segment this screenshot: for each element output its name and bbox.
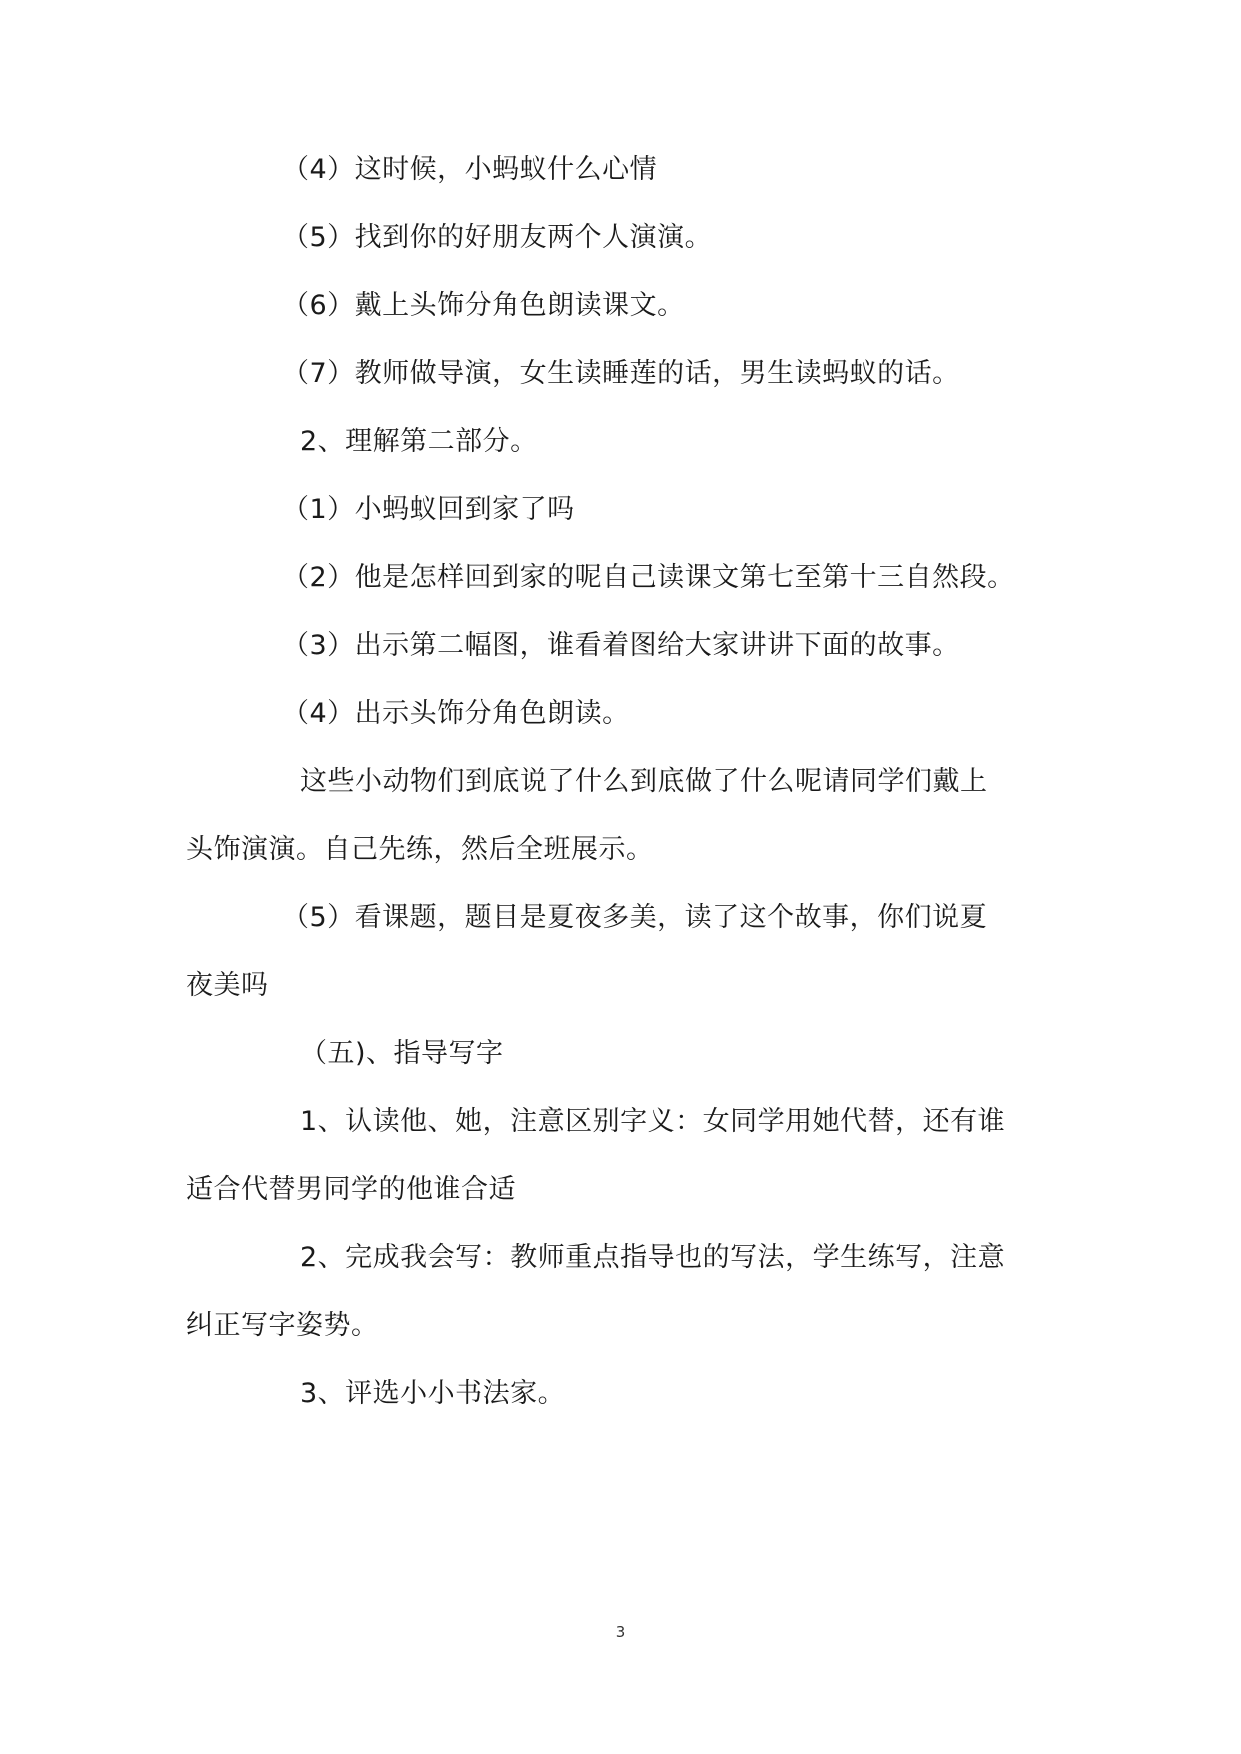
text-line: 夜美吗: [186, 970, 269, 1001]
text-line: 3、评选小小书法家。: [300, 1378, 566, 1409]
text-line: （5）找到你的好朋友两个人演演。: [282, 222, 713, 253]
text-line: 这些小动物们到底说了什么到底做了什么呢请同学们戴上: [300, 766, 988, 797]
text-line: （7）教师做导演，女生读睡莲的话，男生读蚂蚁的话。: [282, 358, 960, 389]
page-number: 3: [615, 1623, 626, 1641]
section-heading: 2、理解第二部分。: [300, 426, 538, 457]
text-line: 2、完成我会写：教师重点指导也的写法，学生练写，注意: [300, 1242, 1006, 1273]
section-heading: （五)、指导写字: [300, 1038, 504, 1069]
text-line: 纠正写字姿势。: [186, 1310, 379, 1341]
text-line: （5）看课题，题目是夏夜多美，读了这个故事，你们说夏: [282, 902, 988, 933]
text-line: 头饰演演。自己先练，然后全班展示。: [186, 834, 654, 865]
text-line: （4）出示头饰分角色朗读。: [282, 698, 630, 729]
text-line: （6）戴上头饰分角色朗读课文。: [282, 290, 685, 321]
text-line: （2）他是怎样回到家的呢自己读课文第七至第十三自然段。: [282, 562, 1015, 593]
text-line: 适合代替男同学的他谁合适: [186, 1174, 516, 1205]
text-line: （3）出示第二幅图，谁看着图给大家讲讲下面的故事。: [282, 630, 960, 661]
text-line: （1）小蚂蚁回到家了吗: [282, 494, 575, 525]
text-line: 1、认读他、她，注意区别字义：女同学用她代替，还有谁: [300, 1106, 1006, 1137]
text-line: （4）这时候，小蚂蚁什么心情: [282, 154, 658, 185]
